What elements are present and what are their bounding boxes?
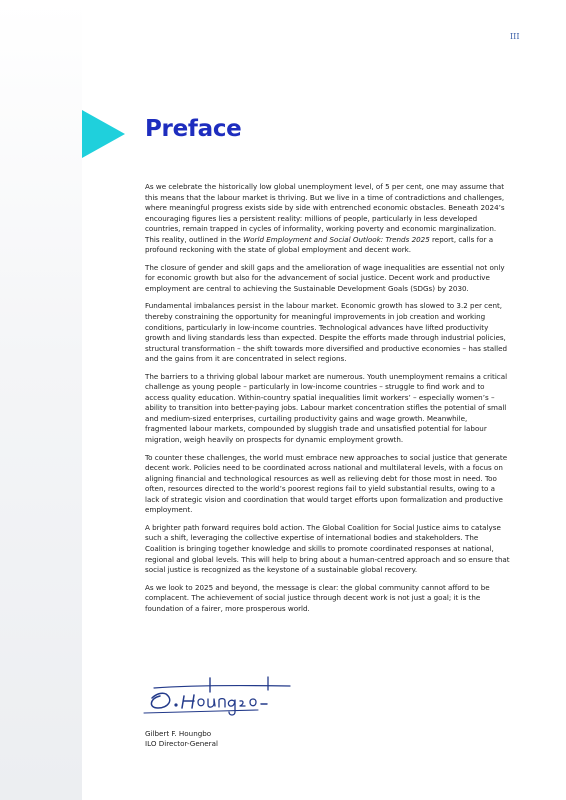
paragraph-1-text: As we celebrate the historically low global unemployment level, of 5 per cent, one may assume that this means that the labour market is thriving. But we live in a time of contradictions and challenges, where meaningful progress exists side by side with entrenched economic obstacles. Beneath 2024’s encouraging figures lies a persistent reality: millions of people, particularly in less developed countries, remain trapped in cycles of informality, working poverty and economic marginalization. This reality, outlined in the <box>145 182 505 244</box>
paragraph-3: Fundamental imbalances persist in the labour market. Economic growth has slowed to 3.2 per cent, thereby constraining the opportunity for meaningful improvements in job creation and working conditions, particularly in low-income countries. Technological advances have lifted productivity growth and living standards less than expected. Despite the efforts made through industrial policies, structural transformation – the shift towards more diversified and productive economies – has stalled and the gains from it are concentrated in select regions. <box>145 301 508 364</box>
paragraph-1-text-end: report, calls for a profound reckoning with the state of global employment and decent work. <box>145 234 494 255</box>
page-title: Preface <box>145 116 242 142</box>
body-text <box>145 182 510 621</box>
report-title-italic: World Employment and Social Outlook: Trends 2025 <box>243 234 430 244</box>
paragraph-6: A brighter path forward requires bold action. The Global Coalition for Social Justice aims to catalyse such a shift, leveraging the collective expertise of international bodies and stakeholders. The Coalition is bringing together knowledge and skills to promote coordinated responses at national, regional and global levels. This will help to bring about a human-centred approach and so ensure that social justice is recognized as the keystone of a sustainable global recovery. <box>145 522 510 575</box>
paragraph-7: As we look to 2025 and beyond, the message is clear: the global community cannot afford to be complacent. The achievement of social justice through decent work is not just a goal; it is the foundation of a fairer, more prosperous world. <box>145 582 490 613</box>
triangle-marker-icon <box>82 110 125 158</box>
signatory-title: ILO Director-General <box>145 739 218 748</box>
left-margin-band <box>0 0 82 800</box>
signatory-name: Gilbert F. Houngbo <box>145 729 212 738</box>
page-number: III <box>510 32 520 41</box>
paragraph-2: The closure of gender and skill gaps and the amelioration of wage inequalities are essential not only for economic growth but also for the advancement of social justice. Decent work and productive employment are central to achieving the Sustainable Development Goals (SDGs) by 2030. <box>145 262 505 293</box>
paragraph-4: The barriers to a thriving global labour market are numerous. Youth unemployment remains a critical challenge as young people – particularly in low-income countries – struggle to find work and to access quality education. Within-country spatial inequalities limit workers’ – especially women’s – ability to transition into better-paying jobs. Labour market concentration stifles the potential of small and medium-sized enterprises, curtailing productivity gains and wage growth. Meanwhile, fragmented labour markets, compounded by sluggish trade and unsatisfied potential for labour migration, weigh heavily on prospects for dynamic employment growth. <box>145 371 508 445</box>
paragraph-5: To counter these challenges, the world must embrace new approaches to social justice that generate decent work. Policies need to be coordinated across national and multilateral levels, with a focus on aligning financial and technological resources as well as relieving debt for those most in need. Too often, resources directed to the world’s poorest regions fail to yield substantial results, owing to a lack of strategic vision and coordination that would target efforts upon formalization and productive employment. <box>145 452 508 515</box>
handwritten-signature <box>140 674 305 720</box>
paragraph-1 <box>145 182 510 256</box>
